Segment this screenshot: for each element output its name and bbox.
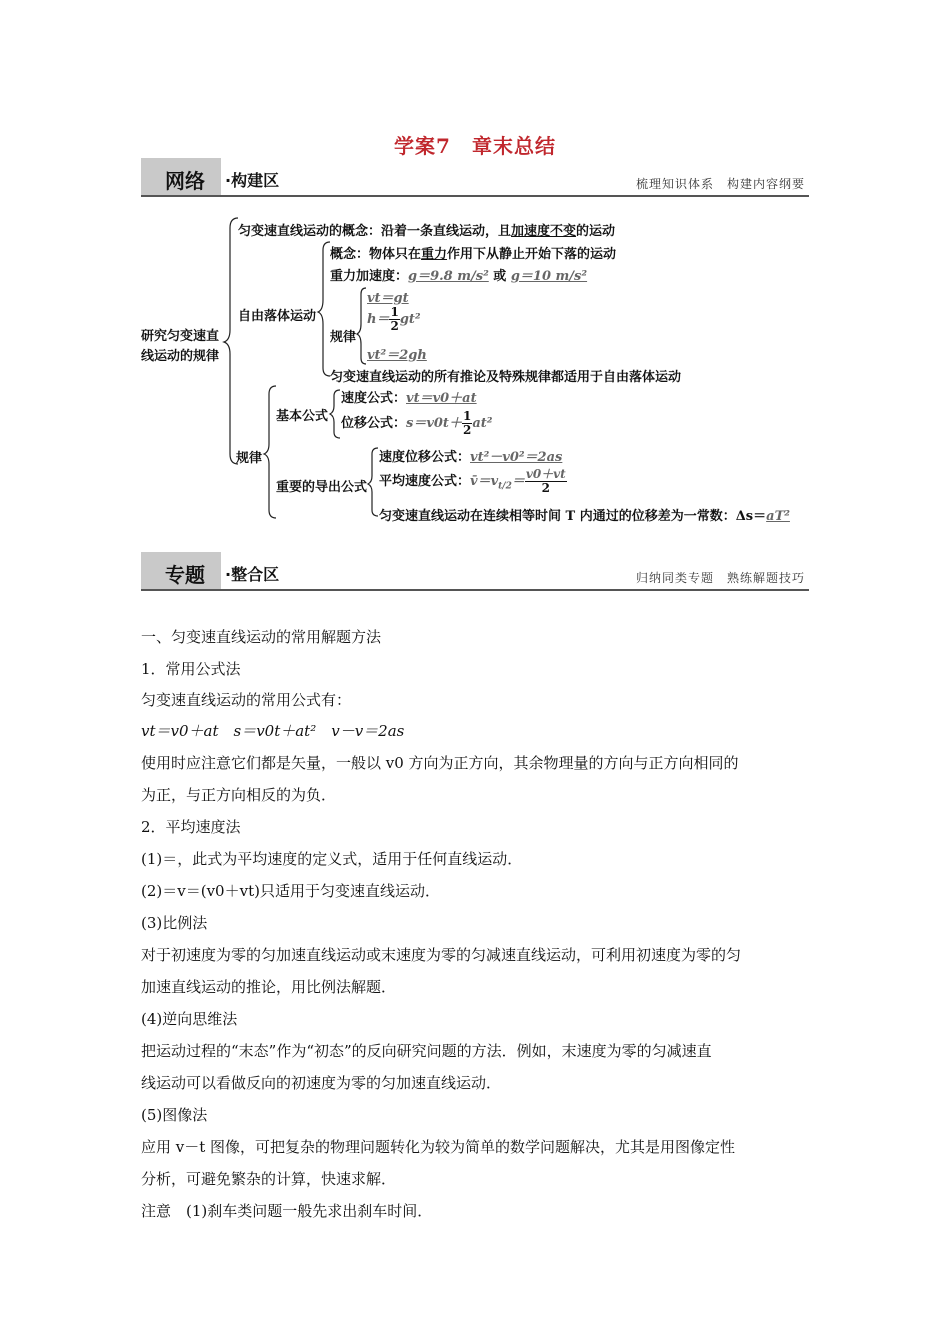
ff-law-1: vt＝gt	[367, 291, 409, 306]
page-title: 学案7 章末总结	[394, 134, 556, 158]
ff-apply: 匀变速直线运动的所有推论及特殊规律都适用于自由落体运动	[330, 370, 682, 385]
ff-law-3: vt²＝2gh	[367, 348, 427, 363]
section-divider	[141, 589, 809, 591]
avg-velocity-formula: 平均速度公式：$v̄=v_{t/2}=$ $\frac{v0+vt}{2}$	[379, 467, 566, 495]
section-right-label: 梳理知识体系 构建内容纲要	[635, 177, 805, 191]
ff-concept: 概念：物体只在重力作用下从静止开始下落的运动	[330, 247, 617, 262]
item-1: (1)＝，此式为平均速度的定义式，适用于任何直线运动．	[141, 850, 523, 868]
mindmap-root-line1: 研究匀变速直	[141, 329, 220, 344]
ff-gravity: 重力加速度：g＝9.8 m/s² 或 g＝10 m/s²	[330, 269, 588, 284]
brace-ff-laws	[357, 288, 366, 364]
paragraph-reverse-l1: 把运动过程的“末态”作为“初态”的反向研究问题的方法．例如，末速度为零的匀减速直	[141, 1042, 712, 1060]
section-small-label: ·构建区	[225, 171, 280, 190]
paragraph-vector-l2: 为正，与正方向相反的为负．	[141, 786, 337, 804]
formula-line: vt＝v0＋at s＝v0t＋at² v－v＝2as	[141, 722, 405, 740]
item-2: (2)＝v＝(v0＋vt)只适用于匀变速直线运动．	[141, 882, 440, 900]
brace-rules	[264, 386, 276, 518]
brace-free-fall	[318, 242, 330, 376]
velocity-formula: 速度公式：vt＝v0＋at	[341, 391, 477, 406]
item-5: (5)图像法	[141, 1106, 208, 1124]
displacement-formula: 位移公式：s＝v0t＋ $\frac{1}{2}$ at²	[341, 409, 493, 437]
ff-laws-label: 规律	[330, 330, 357, 345]
note: 注意 (1)刹车类问题一般先求出刹车时间．	[141, 1202, 433, 1220]
item-3: (3)比例法	[141, 914, 208, 932]
section-right-label: 归纳同类专题 熟练解题技巧	[635, 571, 805, 585]
delta-formula: 匀变速直线运动在连续相等时间 T 内通过的位移差为一常数：Δs＝aT²	[379, 509, 790, 524]
paragraph-ratio-l1: 对于初速度为零的匀加速直线运动或末速度为零的匀减速直线运动，可利用初速度为零的匀	[141, 946, 742, 964]
section-big-label: 网络	[165, 169, 205, 193]
heading-formula-method: 1．常用公式法	[141, 660, 241, 678]
ff-law-2: h＝ $\frac{1}{2}$ gt²	[367, 305, 421, 333]
paragraph-reverse-l2: 线运动可以看做反向的初速度为零的匀加速直线运动．	[141, 1074, 502, 1092]
brace-derived	[368, 448, 378, 516]
brace-basic	[330, 390, 340, 438]
vel-disp-formula: 速度位移公式：vt²－v0²＝2as	[379, 450, 563, 465]
mindmap-rules: 规律	[236, 451, 263, 466]
section-big-label: 专题	[165, 563, 205, 587]
paragraph-graph-l2: 分析，可避免繁杂的计算，快速求解．	[141, 1170, 397, 1188]
paragraph-graph-l1: 应用 v－t 图像，可把复杂的物理问题转化为较为简单的数学问题解决，尤其是用图像定性	[141, 1138, 736, 1156]
heading-methods: 一、匀变速直线运动的常用解题方法	[141, 628, 382, 646]
mindmap-concept: 匀变速直线运动的概念：沿着一条直线运动，且加速度不变的运动	[238, 224, 616, 239]
paragraph-ratio-l2: 加速直线运动的推论，用比例法解题．	[141, 978, 397, 996]
concept-underline: 加速度不变	[511, 224, 577, 239]
section-header-topics	[141, 552, 809, 592]
item-4: (4)逆向思维法	[141, 1010, 238, 1028]
paragraph-vector-l1: 使用时应注意它们都是矢量，一般以 v0 方向为正方向，其余物理量的方向与正方向相同的	[141, 754, 739, 772]
mindmap-root-line2: 线运动的规律	[141, 349, 220, 364]
paragraph-common-formulas: 匀变速直线运动的常用公式有：	[141, 691, 352, 709]
basic-formulas: 基本公式	[276, 409, 329, 424]
heading-average-method: 2．平均速度法	[141, 818, 241, 836]
derived-formulas: 重要的导出公式	[276, 480, 368, 495]
brace-root	[224, 218, 238, 464]
section-small-label: ·整合区	[225, 565, 280, 584]
mindmap-free-fall: 自由落体运动	[238, 309, 317, 324]
